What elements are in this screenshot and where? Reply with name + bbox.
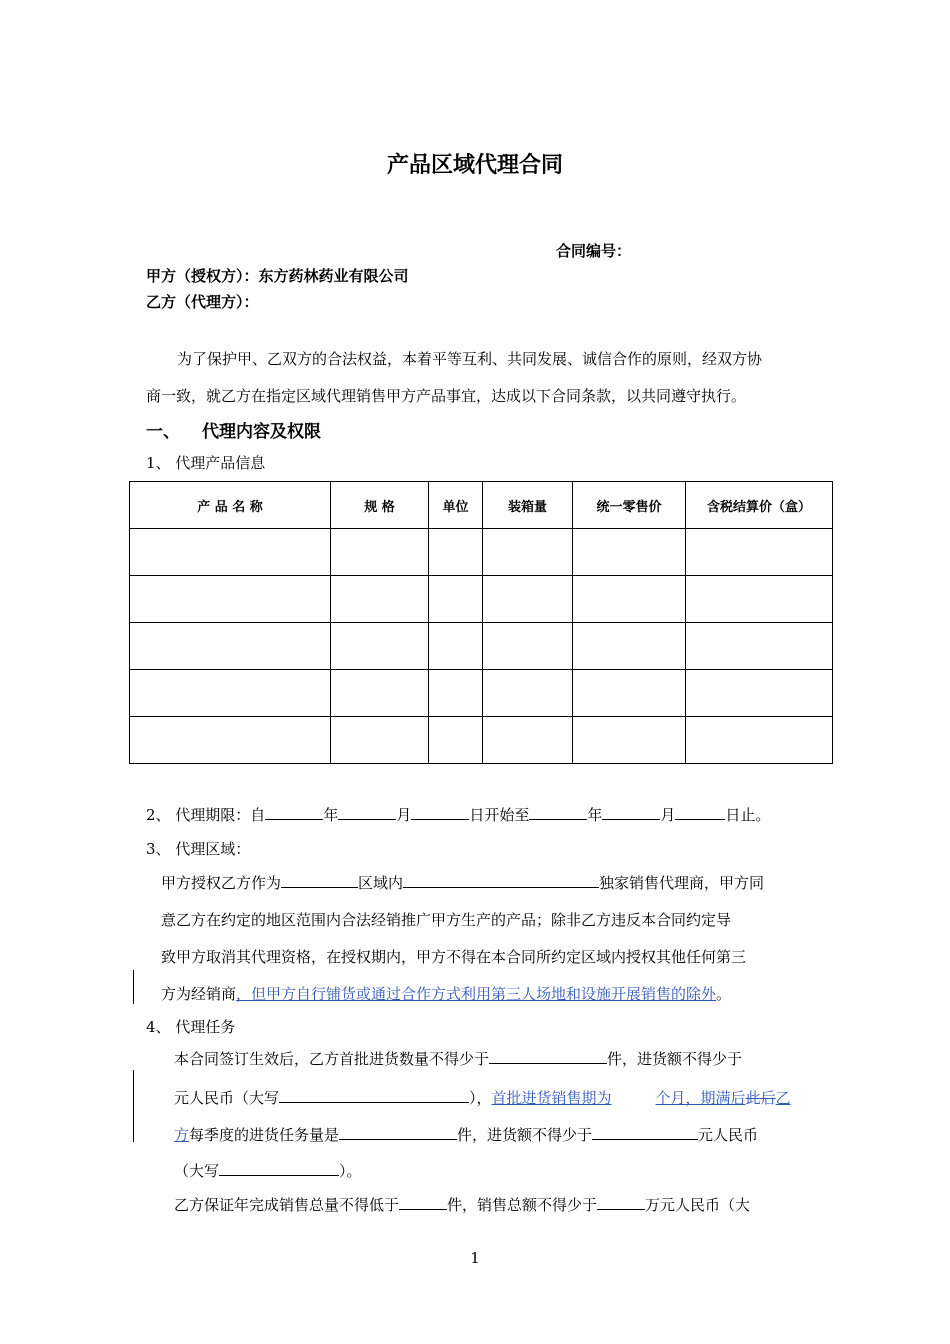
revision-change-bar [133, 1070, 134, 1142]
region-detail-blank[interactable] [403, 873, 599, 888]
text: ）， [469, 1089, 492, 1107]
table-cell[interactable] [483, 670, 573, 717]
item-4-line-3 [174, 1124, 758, 1145]
col-product-name: 产 品 名 称 [130, 482, 331, 529]
table-row [130, 623, 833, 670]
start-day-blank[interactable] [411, 805, 469, 820]
preamble-line-2: 商一致，就乙方在指定区域代理销售甲方产品事宜，达成以下合同条款，以共同遵守执行。 [146, 387, 747, 405]
page-number: 1 [470, 1249, 480, 1267]
col-carton-qty: 装箱量 [483, 482, 573, 529]
text: （大写 [174, 1162, 220, 1180]
table-cell[interactable] [573, 529, 686, 576]
table-cell[interactable] [331, 576, 429, 623]
table-cell[interactable] [483, 576, 573, 623]
table-cell[interactable] [429, 670, 483, 717]
text: 元人民币 [698, 1126, 759, 1144]
inserted-revision-text: 方 [174, 1126, 190, 1144]
item-3-line-4 [161, 983, 731, 1004]
month-label: 月 [660, 806, 676, 824]
item-3-heading: 3、 代理区域： [146, 840, 251, 858]
table-row [130, 576, 833, 623]
table-cell[interactable] [686, 670, 833, 717]
table-cell[interactable] [573, 576, 686, 623]
table-cell[interactable] [429, 623, 483, 670]
region-blank[interactable] [281, 873, 358, 888]
table-cell[interactable] [331, 670, 429, 717]
table-cell[interactable] [573, 717, 686, 764]
item-3-line-3: 致甲方取消其代理资格，在授权期内，甲方不得在本合同所约定区域内授权其他任何第三 [161, 948, 747, 966]
col-retail-price: 统一零售价 [573, 482, 686, 529]
party-b: 乙方（代理方）： [146, 293, 259, 311]
table-cell[interactable] [483, 717, 573, 764]
year-label: 年 [587, 806, 603, 824]
quarterly-amount-blank[interactable] [592, 1125, 698, 1140]
page-title: 产品区域代理合同 [386, 153, 563, 178]
text: 件，销售总额不得少于 [447, 1196, 598, 1214]
end-day-blank[interactable] [675, 805, 725, 820]
quarterly-qty-blank[interactable] [339, 1125, 457, 1140]
table-row [130, 529, 833, 576]
text: 。 [716, 985, 732, 1003]
text: 件，进货额不得少于 [607, 1050, 743, 1068]
table-cell[interactable] [573, 623, 686, 670]
table-header-row [130, 482, 833, 529]
text: 万元人民币（大 [645, 1196, 751, 1214]
product-table [129, 481, 833, 764]
table-cell[interactable] [130, 717, 331, 764]
text: 每季度的进货任务量是 [189, 1126, 340, 1144]
text: 区域内 [358, 874, 404, 892]
term-prefix: 2、 代理期限：自 [146, 806, 266, 824]
col-spec: 规 格 [331, 482, 429, 529]
item-4-line-1 [174, 1048, 742, 1069]
table-cell[interactable] [686, 576, 833, 623]
party-a: 甲方（授权方）：东方药林药业有限公司 [146, 267, 409, 285]
end-year-blank[interactable] [529, 805, 587, 820]
text: 元人民币（大写 [174, 1089, 280, 1107]
table-row [130, 670, 833, 717]
table-cell[interactable] [483, 623, 573, 670]
inserted-revision-text: 首批进货销售期为 [491, 1089, 612, 1107]
table-cell[interactable] [331, 529, 429, 576]
revision-change-bar [133, 970, 134, 1004]
item-4-heading: 4、 代理任务 [146, 1018, 236, 1036]
text: 甲方授权乙方作为 [161, 874, 282, 892]
item-4-line-5 [174, 1194, 750, 1215]
table-cell[interactable] [573, 670, 686, 717]
end-month-blank[interactable] [602, 805, 660, 820]
section-1-title: 代理内容及权限 [202, 422, 321, 442]
table-cell[interactable] [130, 670, 331, 717]
day-end-label: 日止。 [725, 806, 771, 824]
preamble-line-1: 为了保护甲、乙双方的合法权益，本着平等互利、共同发展、诚信合作的原则，经双方协 [177, 350, 763, 368]
text: ）。 [339, 1162, 362, 1180]
item-1-heading: 1、 代理产品信息 [146, 454, 266, 472]
table-cell[interactable] [429, 529, 483, 576]
deleted-revision-text: 此后 [745, 1089, 776, 1107]
table-cell[interactable] [331, 717, 429, 764]
table-cell[interactable] [130, 623, 331, 670]
table-cell[interactable] [331, 623, 429, 670]
col-unit: 单位 [429, 482, 483, 529]
contract-number-label: 合同编号： [556, 242, 632, 260]
table-row [130, 717, 833, 764]
annual-qty-blank[interactable] [399, 1195, 447, 1210]
quarterly-amount-words-blank[interactable] [219, 1161, 339, 1176]
table-cell[interactable] [130, 529, 331, 576]
first-batch-qty-blank[interactable] [489, 1049, 607, 1064]
table-cell[interactable] [429, 717, 483, 764]
text: 本合同签订生效后，乙方首批进货数量不得少于 [174, 1050, 490, 1068]
amount-in-words-blank[interactable] [279, 1088, 469, 1103]
table-cell[interactable] [686, 717, 833, 764]
text: 乙方保证年完成销售总量不得低于 [174, 1196, 400, 1214]
item-4-line-2 [174, 1087, 791, 1108]
start-year-blank[interactable] [265, 805, 323, 820]
table-cell[interactable] [686, 623, 833, 670]
table-cell[interactable] [483, 529, 573, 576]
inserted-revision-text: ，但甲方自行铺货或通过合作方式利用第三人场地和设施开展销售的除外 [236, 985, 717, 1003]
table-cell[interactable] [686, 529, 833, 576]
inserted-revision-text: 乙 [775, 1089, 791, 1107]
item-4-line-4 [174, 1160, 362, 1181]
section-1-number: 一、 [146, 422, 180, 442]
annual-amount-blank[interactable] [597, 1195, 645, 1210]
text: 件，进货额不得少于 [457, 1126, 593, 1144]
table-cell[interactable] [429, 576, 483, 623]
text: 方为经销商 [161, 985, 237, 1003]
start-month-blank[interactable] [338, 805, 396, 820]
item-3-line-1 [161, 872, 764, 893]
table-cell[interactable] [130, 576, 331, 623]
day-start-label: 日开始至 [469, 806, 530, 824]
year-label: 年 [323, 806, 339, 824]
item-2-line [146, 804, 770, 825]
inserted-revision-text: 个月，期满后 [655, 1089, 746, 1107]
text: 独家销售代理商，甲方同 [599, 874, 765, 892]
item-3-line-2: 意乙方在约定的地区范围内合法经销推广甲方生产的产品；除非乙方违反本合同约定导 [161, 911, 732, 929]
month-label: 月 [396, 806, 412, 824]
col-settlement-price: 含税结算价（盒） [686, 482, 833, 529]
